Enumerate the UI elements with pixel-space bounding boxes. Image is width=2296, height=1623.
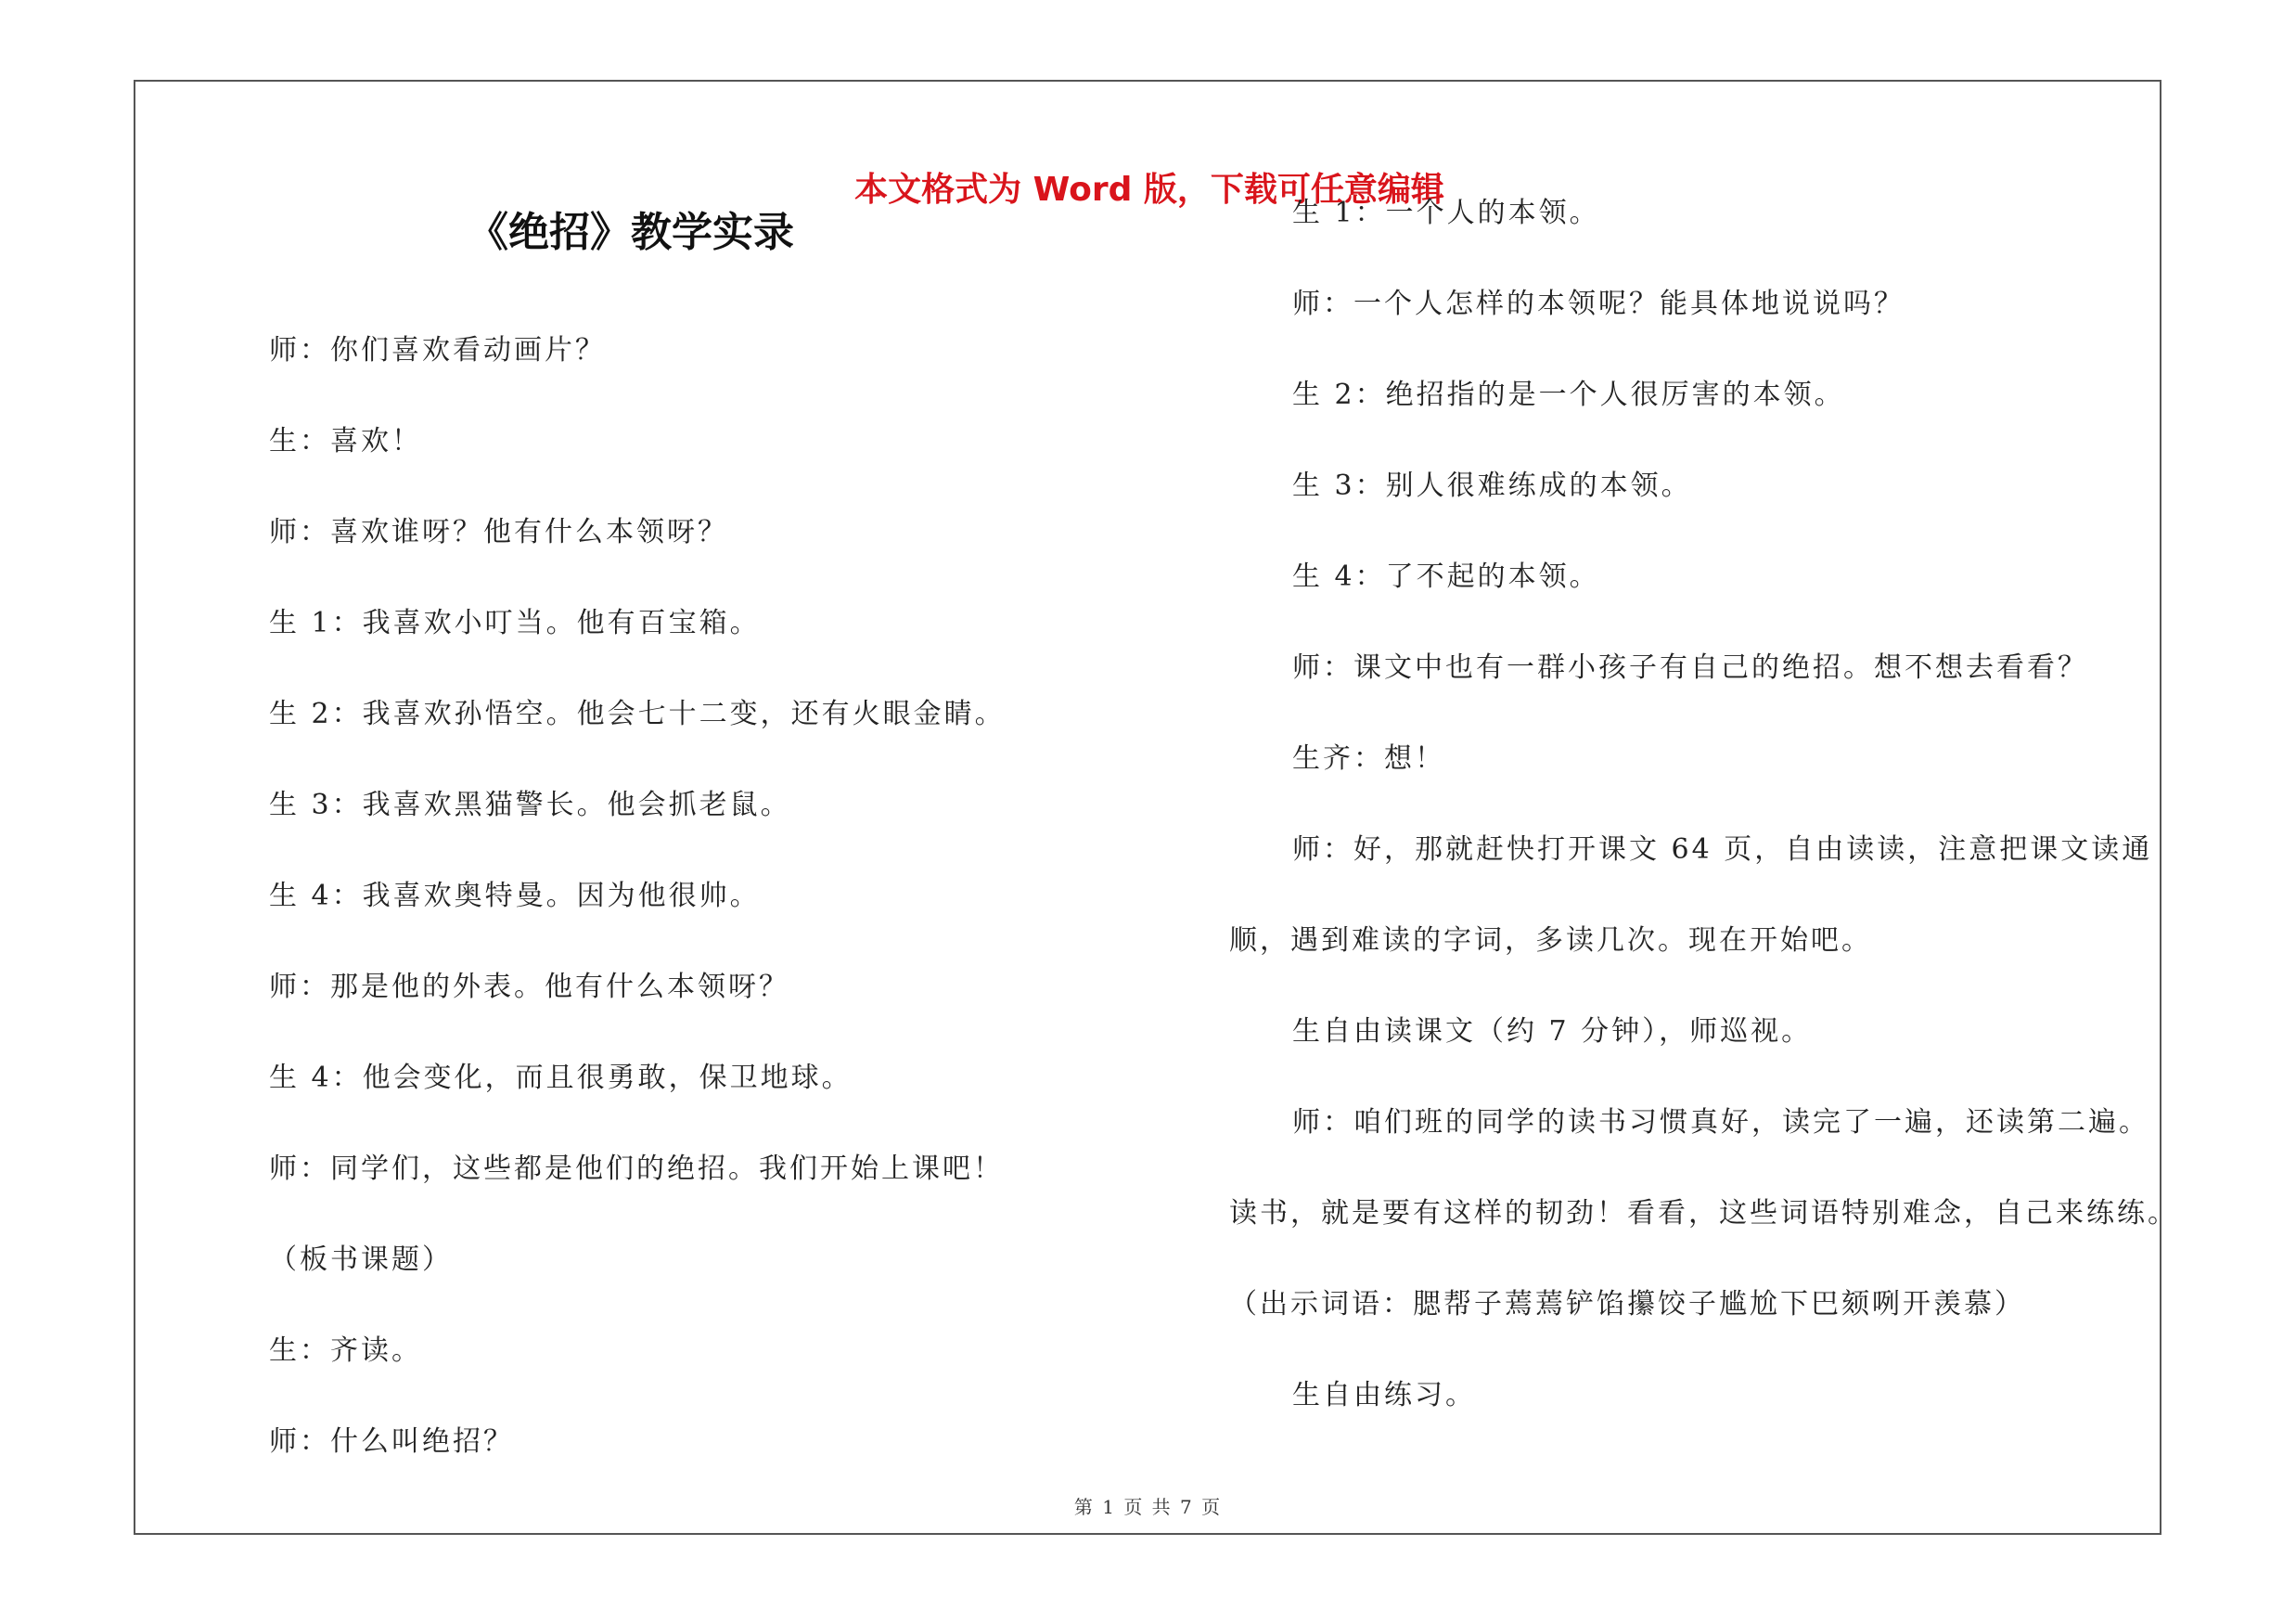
dialogue-line: 师：一个人怎样的本领呢？能具体地说说吗？ bbox=[1292, 288, 1905, 320]
left-column bbox=[269, 328, 1197, 1511]
dialogue-line: 生 1：我喜欢小叮当。他有百宝箱。 bbox=[269, 607, 761, 639]
dialogue-line: 生 4：我喜欢奥特曼。因为他很帅。 bbox=[269, 880, 761, 912]
dialogue-line: 师：咱们班的同学的读书习惯真好，读完了一遍，还读第二遍。 bbox=[1292, 1106, 2149, 1139]
dialogue-line: 师：喜欢谁呀？他有什么本领呀？ bbox=[269, 516, 728, 548]
dialogue-line-continued: 顺，遇到难读的字词，多读几次。现在开始吧。 bbox=[1229, 924, 1872, 957]
dialogue-line: 师：那是他的外表。他有什么本领呀？ bbox=[269, 971, 789, 1003]
dialogue-line: 生 3：别人很难练成的本领。 bbox=[1292, 470, 1692, 502]
page-number-footer: 第 1 页 共 7 页 bbox=[1073, 1496, 1223, 1518]
vocabulary-note: （出示词语：腮帮子蔫蔫铲馅攥饺子尴尬下巴颏咧开羡慕） bbox=[1229, 1288, 2025, 1320]
dialogue-line: 生 2：绝招指的是一个人很厉害的本领。 bbox=[1292, 379, 1845, 411]
stage-note: 生自由练习。 bbox=[1292, 1379, 1476, 1411]
right-column bbox=[1229, 191, 2178, 1464]
document-title: 《绝招》教学实录 bbox=[468, 209, 794, 256]
dialogue-line: 生 3：我喜欢黑猫警长。他会抓老鼠。 bbox=[269, 789, 791, 821]
dialogue-line-continued: 读书，就是要有这样的韧劲！看看，这些词语特别难念，自己来练练。 bbox=[1229, 1197, 2178, 1230]
dialogue-line: 生 4：他会变化，而且很勇敢，保卫地球。 bbox=[269, 1062, 853, 1094]
stage-note: （板书课题） bbox=[269, 1243, 453, 1276]
dialogue-line: 师：什么叫绝招？ bbox=[269, 1425, 514, 1458]
format-banner: 本文格式为 Word 版，下载可任意编辑 bbox=[854, 171, 1444, 209]
dialogue-line: 生：齐读。 bbox=[269, 1334, 422, 1367]
stage-note: 生自由读课文（约 7 分钟），师巡视。 bbox=[1292, 1015, 1813, 1048]
dialogue-line: 师：课文中也有一群小孩子有自己的绝招。想不想去看看？ bbox=[1292, 651, 2088, 684]
dialogue-line: 生 4：了不起的本领。 bbox=[1292, 560, 1600, 593]
dialogue-line: 师：你们喜欢看动画片？ bbox=[269, 334, 606, 367]
dialogue-line: 生 2：我喜欢孙悟空。他会七十二变，还有火眼金睛。 bbox=[269, 698, 1006, 730]
dialogue-line: 师：好，那就赶快打开课文 64 页，自由读读，注意把课文读通 bbox=[1292, 833, 2153, 866]
dialogue-line: 生：喜欢！ bbox=[269, 425, 422, 457]
dialogue-line: 生齐：想！ bbox=[1292, 742, 1445, 775]
dialogue-line: 生 1：一个人的本领。 bbox=[1292, 197, 1600, 229]
dialogue-line: 师：同学们，这些都是他们的绝招。我们开始上课吧！ bbox=[269, 1153, 1004, 1185]
